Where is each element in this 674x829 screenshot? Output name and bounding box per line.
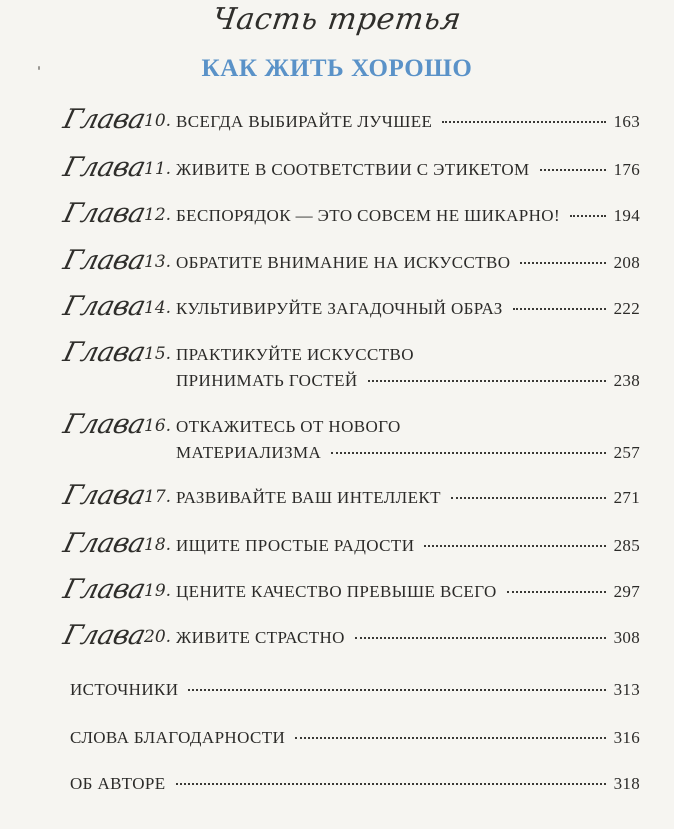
chapter-title: ЦЕНИТЕ КАЧЕСТВО ПРЕВЫШЕ ВСЕГО	[176, 582, 497, 601]
dot-leader	[368, 380, 606, 382]
dot-leader	[513, 308, 606, 310]
chapter-number: 11.	[144, 159, 172, 179]
chapter-title: ЖИВИТЕ СТРАСТНО	[176, 628, 345, 647]
dot-leader	[451, 497, 606, 499]
back-matter-entry[interactable]	[70, 680, 640, 700]
chapter-label: Глава	[60, 337, 149, 368]
chapter-label: Глава	[60, 574, 149, 605]
chapter-title: РАЗВИВАЙТЕ ВАШ ИНТЕЛЛЕКТ	[176, 488, 441, 507]
chapter-title: ИЩИТЕ ПРОСТЫЕ РАДОСТИ	[176, 536, 415, 555]
chapter-title-line	[176, 112, 640, 132]
chapter-title: КУЛЬТИВИРУЙТЕ ЗАГАДОЧНЫЙ ОБРАЗ	[176, 299, 503, 318]
chapter-title-line	[176, 488, 640, 508]
chapter-number: 19.	[144, 581, 172, 601]
page-number: 208	[613, 253, 640, 272]
dot-leader	[331, 452, 605, 454]
part-title: КАК ЖИТЬ ХОРОШО	[201, 55, 473, 82]
chapter-title: ОБРАТИТЕ ВНИМАНИЕ НА ИСКУССТВО	[176, 253, 511, 272]
chapter-label: Глава	[60, 291, 149, 322]
chapter-label: Глава	[60, 245, 149, 276]
page-number: 257	[613, 443, 640, 462]
page-number: 316	[613, 728, 640, 747]
chapter-number: 16.	[144, 416, 172, 436]
chapter-title-line	[176, 628, 640, 648]
chapter-title-line	[176, 345, 414, 365]
chapter-label: Глава	[60, 528, 149, 559]
page-number: 297	[613, 582, 640, 601]
chapter-title-line	[176, 371, 640, 391]
page-number: 285	[613, 536, 640, 555]
dot-leader	[295, 737, 605, 739]
back-matter-entry[interactable]	[70, 774, 640, 794]
chapter-number: 18.	[144, 535, 172, 555]
chapter-number: 17.	[144, 487, 172, 507]
back-matter-entry[interactable]	[70, 728, 640, 748]
dot-leader	[520, 262, 605, 264]
page-number: 176	[613, 160, 640, 179]
chapter-title-line	[176, 417, 401, 437]
chapter-title-line	[176, 536, 640, 556]
dot-leader	[570, 215, 606, 217]
dot-leader	[176, 783, 606, 785]
chapter-title-line	[176, 582, 640, 602]
back-matter-title: СЛОВА БЛАГОДАРНОСТИ	[70, 728, 286, 747]
chapter-title: МАТЕРИАЛИЗМА	[176, 443, 322, 462]
chapter-label: Глава	[60, 480, 149, 511]
page-number: 194	[613, 206, 640, 225]
chapter-label: Глава	[60, 104, 149, 135]
back-matter-title: ИСТОЧНИКИ	[70, 680, 179, 699]
chapter-label: Глава	[60, 198, 149, 229]
chapter-title: ЖИВИТЕ В СООТВЕТСТВИИ С ЭТИКЕТОМ	[176, 160, 530, 179]
chapter-number: 15.	[144, 344, 172, 364]
page-number: 271	[613, 488, 640, 507]
chapter-number: 10.	[144, 111, 172, 131]
chapter-label: Глава	[60, 152, 149, 183]
page-number: 308	[613, 628, 640, 647]
dot-leader	[424, 545, 605, 547]
page-number: 313	[613, 680, 640, 699]
dot-leader	[507, 591, 606, 593]
chapter-title: ПРАКТИКУЙТЕ ИСКУССТВО	[176, 345, 414, 364]
back-matter-title: ОБ АВТОРЕ	[70, 774, 166, 793]
chapter-title-line	[176, 443, 640, 463]
dot-leader	[355, 637, 606, 639]
chapter-title-line	[176, 253, 640, 273]
chapter-title: БЕСПОРЯДОК — ЭТО СОВСЕМ НЕ ШИКАРНО!	[176, 206, 561, 225]
chapter-title-line	[176, 160, 640, 180]
chapter-title: ПРИНИМАТЬ ГОСТЕЙ	[176, 371, 358, 390]
dot-leader	[188, 689, 605, 691]
chapter-number: 13.	[144, 252, 172, 272]
part-subtitle: Часть третья	[210, 2, 464, 37]
chapter-title: ОТКАЖИТЕСЬ ОТ НОВОГО	[176, 417, 401, 436]
chapter-title-line	[176, 299, 640, 319]
chapter-title-line	[176, 206, 640, 226]
chapter-number: 12.	[144, 205, 172, 225]
page-number: 318	[613, 774, 640, 793]
chapter-title: ВСЕГДА ВЫБИРАЙТЕ ЛУЧШЕЕ	[176, 112, 433, 131]
chapter-label: Глава	[60, 620, 149, 651]
page-number: 163	[613, 112, 640, 131]
chapter-number: 14.	[144, 298, 172, 318]
chapter-number: 20.	[144, 627, 172, 647]
dot-leader	[442, 121, 605, 123]
chapter-label: Глава	[60, 409, 149, 440]
dot-leader	[540, 169, 606, 171]
page-number: 238	[613, 371, 640, 390]
page-number: 222	[613, 299, 640, 318]
